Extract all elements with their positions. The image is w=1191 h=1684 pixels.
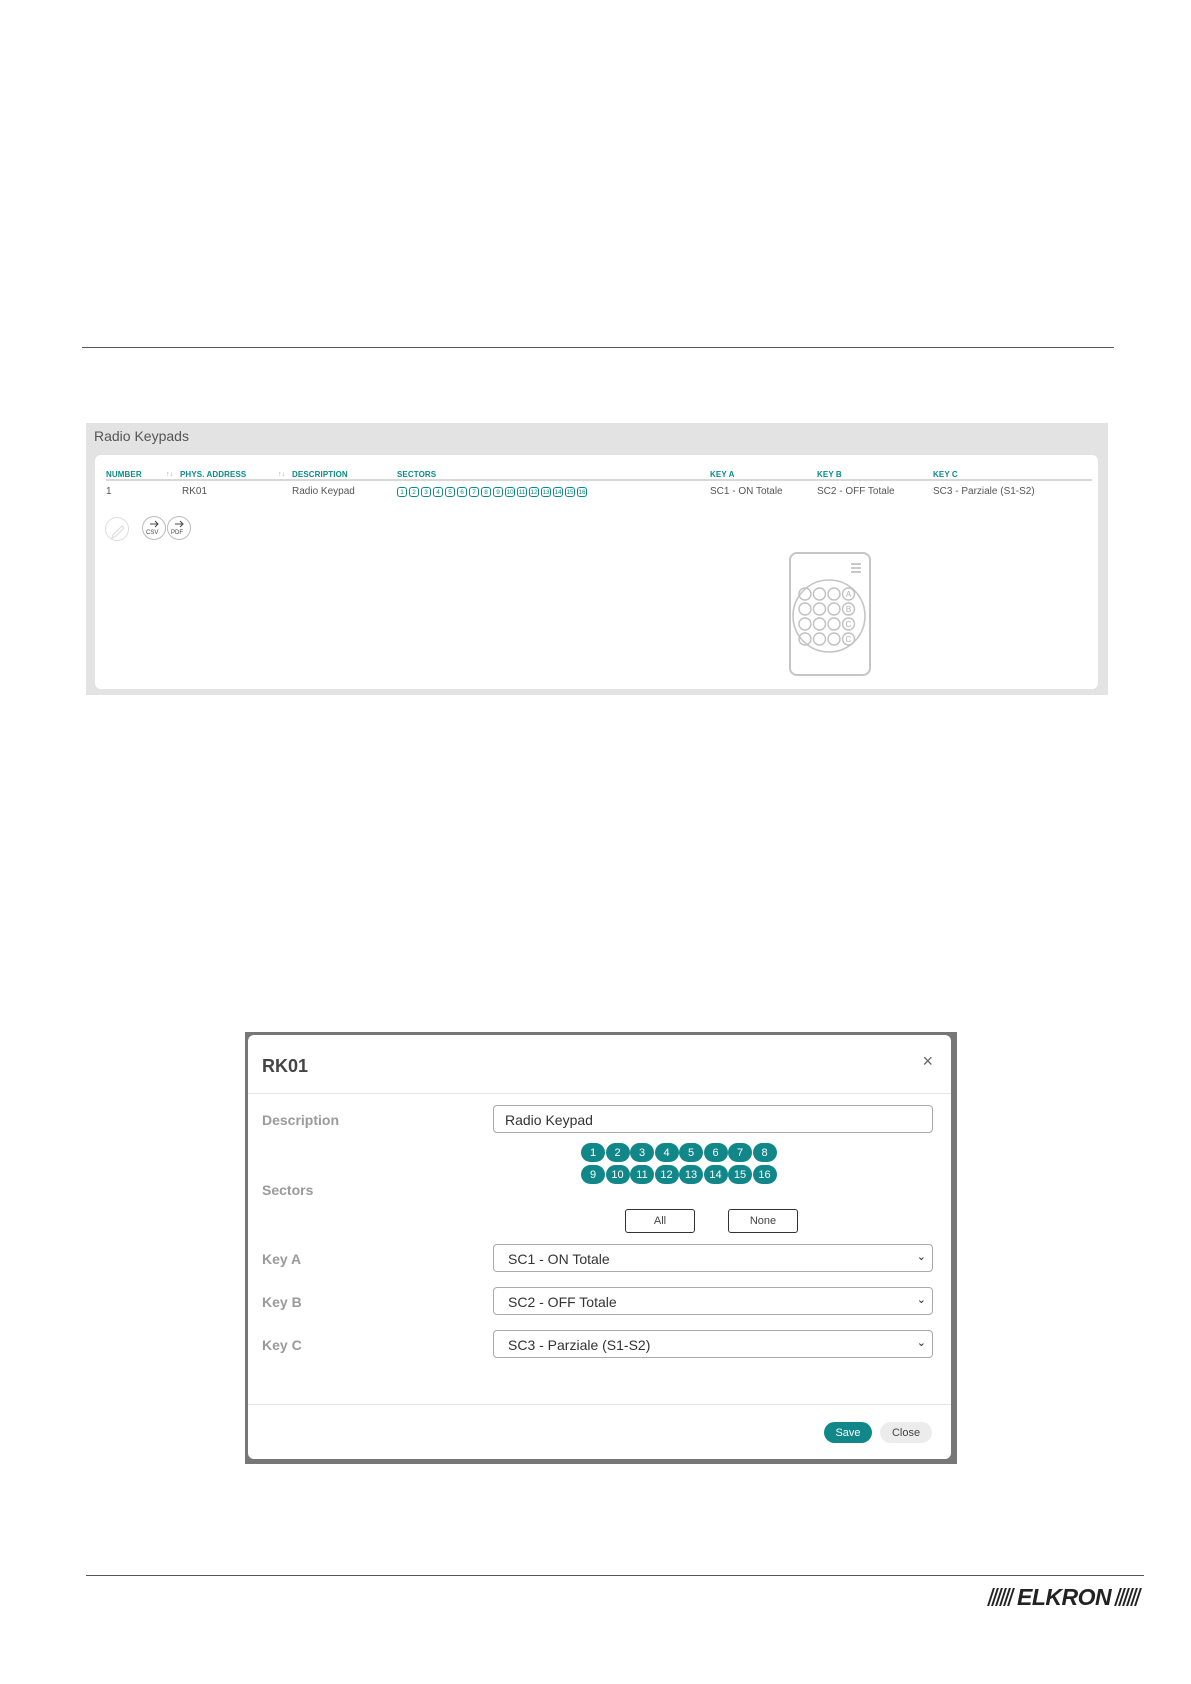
logo-stripes-left — [990, 1588, 1012, 1606]
sort-icon[interactable]: ↑↓ — [278, 471, 285, 478]
key-c-label: Key C — [262, 1337, 302, 1353]
cell-key-c: SC3 - Parziale (S1-S2) — [933, 486, 1035, 497]
sector-badge: 16 — [578, 488, 586, 496]
edit-icon[interactable] — [105, 517, 129, 541]
description-field[interactable]: Radio Keypad — [493, 1105, 933, 1133]
col-key-a[interactable]: KEY A — [710, 470, 735, 479]
sector-toggle[interactable]: 4 — [655, 1143, 679, 1162]
sector-badge: 11 — [518, 488, 526, 496]
sector-badge: 9 — [493, 487, 503, 497]
table-header — [106, 469, 1092, 481]
chevron-down-icon: ⌄ — [916, 1294, 926, 1306]
keypad-key-label: A — [845, 590, 852, 599]
sector-toggle[interactable]: 8 — [753, 1143, 777, 1162]
table-row[interactable] — [106, 486, 1092, 498]
sector-toggle[interactable]: 1 — [581, 1143, 605, 1162]
sector-badge: 3 — [421, 487, 431, 497]
sector-badge: 12 — [530, 488, 538, 496]
sector-badge: 5 — [445, 487, 455, 497]
modal-header-divider — [248, 1093, 951, 1094]
cell-key-b: SC2 - OFF Totale — [817, 486, 895, 497]
sector-badge: 13 — [542, 488, 550, 496]
cell-key-a: SC1 - ON Totale — [710, 486, 783, 497]
sector-badge: 8 — [481, 487, 491, 497]
keypad-key-label: C — [845, 620, 852, 629]
chevron-down-icon: ⌄ — [916, 1251, 926, 1263]
panel-title: Radio Keypads — [94, 428, 189, 444]
close-button[interactable]: Close — [880, 1422, 932, 1443]
keypad-button-icon — [799, 603, 811, 615]
cell-sectors — [397, 487, 587, 497]
col-description[interactable]: DESCRIPTION — [292, 470, 348, 479]
save-button[interactable]: Save — [824, 1422, 872, 1443]
cell-phys-address: RK01 — [182, 486, 208, 497]
pdf-label: PDF — [171, 530, 183, 536]
sector-badge: 4 — [433, 487, 443, 497]
footer-divider — [86, 1575, 1144, 1576]
csv-label: CSV — [146, 530, 159, 536]
keypad-button-icon — [799, 618, 811, 630]
key-c-value: SC3 - Parziale (S1-S2) — [508, 1337, 651, 1353]
keypad-button-icon — [828, 618, 840, 630]
keypad-button-icon — [814, 588, 826, 600]
none-sectors-button[interactable]: None — [728, 1209, 798, 1233]
key-a-select[interactable] — [493, 1244, 933, 1272]
cell-number: 1 — [106, 486, 112, 497]
export-pdf-icon[interactable] — [167, 516, 191, 540]
keypad-illustration-icon — [789, 552, 871, 676]
close-icon[interactable]: × — [922, 1051, 933, 1071]
sector-toggle[interactable]: 6 — [704, 1143, 728, 1162]
sector-badge: 1 — [397, 487, 407, 497]
all-sectors-button[interactable]: All — [625, 1209, 695, 1233]
modal-footer-divider — [248, 1404, 951, 1405]
sector-badge: 10 — [506, 488, 514, 496]
cell-description: Radio Keypad — [292, 486, 355, 497]
keypad-key-label: B — [845, 605, 852, 614]
keypad-button-icon — [814, 633, 826, 645]
keypad-button-icon — [814, 618, 826, 630]
sector-badge: 7 — [469, 487, 479, 497]
sector-toggle[interactable]: 16 — [753, 1165, 777, 1184]
keypad-button-icon — [828, 588, 840, 600]
chevron-down-icon: ⌄ — [916, 1337, 926, 1349]
sector-toggle[interactable]: 13 — [679, 1165, 703, 1184]
keypad-button-icon — [814, 603, 826, 615]
modal-title: RK01 — [262, 1056, 309, 1076]
sort-icon[interactable]: ↑↓ — [166, 471, 173, 478]
sector-badge: 15 — [566, 488, 574, 496]
edit-keypad-screenshot — [245, 1032, 957, 1464]
table-card — [95, 455, 1098, 689]
key-b-label: Key B — [262, 1294, 302, 1310]
sector-toggle[interactable]: 10 — [606, 1165, 630, 1184]
col-key-b[interactable]: KEY B — [817, 470, 842, 479]
sector-badge: 14 — [554, 488, 562, 496]
sector-toggle[interactable]: 11 — [630, 1165, 654, 1184]
col-number[interactable]: NUMBER — [106, 470, 142, 479]
sector-toggle[interactable]: 12 — [655, 1165, 679, 1184]
keypad-button-icon — [828, 633, 840, 645]
sector-toggle[interactable]: 5 — [679, 1143, 703, 1162]
col-sectors[interactable]: SECTORS — [397, 470, 437, 479]
sector-toggle[interactable]: 7 — [728, 1143, 752, 1162]
sector-toggle[interactable]: 14 — [704, 1165, 728, 1184]
col-key-c[interactable]: KEY C — [933, 470, 958, 479]
logo-stripes-right — [1117, 1588, 1139, 1606]
elkron-logo — [990, 1584, 1140, 1610]
edit-keypad-modal — [248, 1035, 951, 1459]
logo-text: ELKRON — [1017, 1584, 1112, 1610]
sector-toggle[interactable]: 9 — [581, 1165, 605, 1184]
key-a-label: Key A — [262, 1251, 302, 1267]
sector-toggle[interactable]: 2 — [606, 1143, 630, 1162]
sector-toggle[interactable]: 15 — [728, 1165, 752, 1184]
key-b-value: SC2 - OFF Totale — [508, 1294, 617, 1310]
top-divider — [82, 347, 1114, 348]
col-phys-address[interactable]: PHYS. ADDRESS — [180, 470, 247, 479]
sector-badge: 6 — [457, 487, 467, 497]
key-c-select[interactable] — [493, 1330, 933, 1358]
sector-badge: 2 — [409, 487, 419, 497]
export-csv-icon[interactable] — [142, 516, 166, 540]
radio-keypads-panel — [86, 423, 1108, 695]
description-label: Description — [262, 1112, 340, 1128]
sectors-label: Sectors — [262, 1182, 314, 1198]
sector-toggle[interactable]: 3 — [630, 1143, 654, 1162]
keypad-key-label: C — [845, 635, 852, 644]
key-b-select[interactable] — [493, 1287, 933, 1315]
keypad-button-icon — [828, 603, 840, 615]
key-a-value: SC1 - ON Totale — [508, 1251, 610, 1267]
